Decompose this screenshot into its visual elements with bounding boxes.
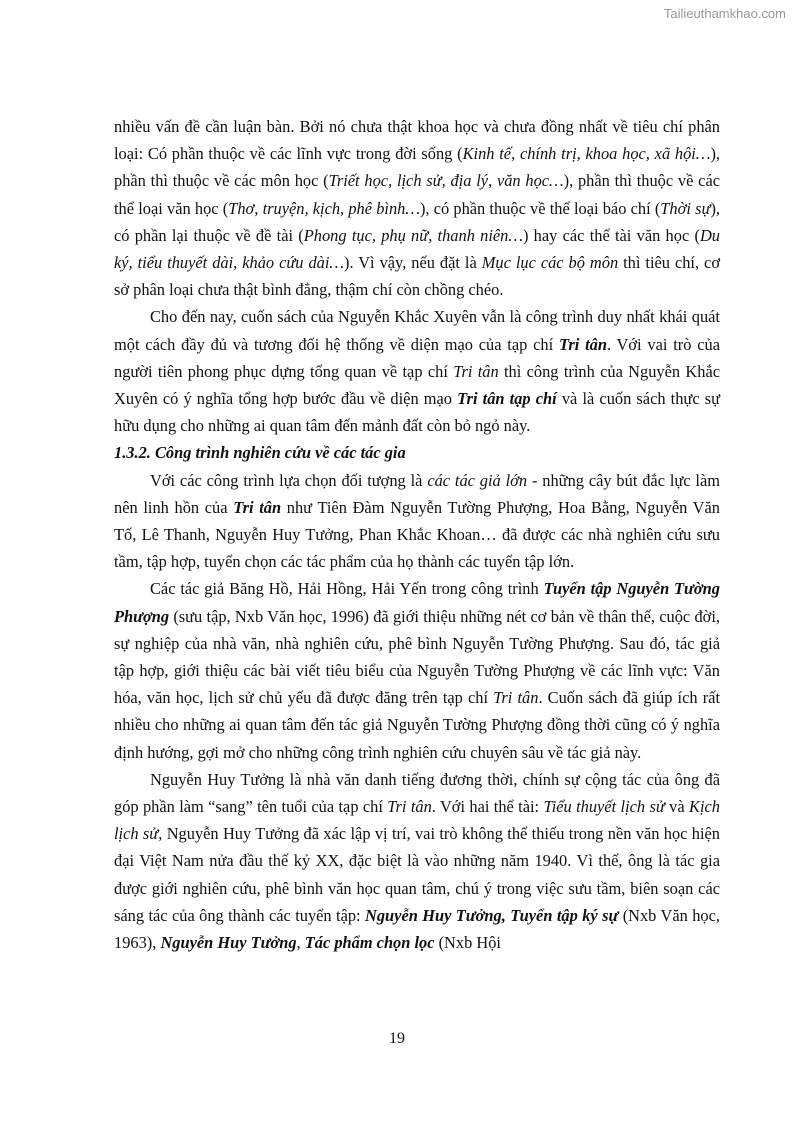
emphasis-run: Mục lục các bộ môn [481,253,619,273]
emphasis-run: Tri tân tạp chí [457,389,557,409]
text-run: và là cuốn sách thực sự hữu dụng cho những ai quan tâm đến mảnh đất còn bỏ ngỏ này. [114,389,720,436]
text-run: Các tác giả Băng Hồ, Hải Hồng, Hải Yến trong công trình [150,579,544,599]
emphasis-run: Kinh tế, chính trị, khoa học, xã hội… [462,144,711,164]
watermark: Tailieuthamkhao.com [663,6,786,21]
paragraph [114,766,720,956]
text-run: ), có phần lại thuộc về đề tài ( [114,198,720,245]
text-run: ), phần thì thuộc về các môn học ( [114,144,720,191]
emphasis-run: Du ký, tiểu thuyết dài, khảo cứu dài… [114,225,720,273]
section-heading [114,439,720,466]
paragraph [114,303,720,439]
emphasis-run: Triết học, lịch sử, địa lý, văn học… [328,171,564,191]
emphasis-run: Thời sự [660,198,711,218]
text-run: Nguyễn Huy Tưởng là nhà văn danh tiếng đương thời, chính sự cộng tác của ông đã góp phần làm “sang” tên tuổi của tạp chí [114,769,720,817]
emphasis-run: Tri tân [233,497,282,517]
text-run: như Tiên Đàm Nguyễn Tường Phượng, Hoa Bằng, Nguyễn Văn Tố, Lê Thanh, Nguyễn Huy Tưởng, Phan Khắc Khoan… đã được các nhà nghiên cứu sưu tầm, tập hợp, tuyển chọn các tác phẩm của họ thành các tuyển tập lớn. [114,497,720,572]
emphasis-run: Thơ, truyện, kịch, phê bình… [228,198,420,218]
text-run: 1.3.2. Công trình nghiên cứu về các tác gia [114,443,406,463]
paragraph [114,113,720,303]
text-run: (Nxb Văn học, 1963), [114,905,720,953]
emphasis-run: Tuyển tập Nguyễn Tường Phượng [114,579,720,626]
text-run: và [664,797,690,817]
text-run: . Cuốn sách đã giúp ích rất nhiều cho những ai quan tâm đến tác giả Nguyễn Tường Phượng đồng thời cũng có ý nghĩa định hướng, gợi mở cho những công trình nghiên cứu chuyên sâu về tác giả này. [114,688,720,762]
text-run: (sưu tập, Nxb Văn học, 1996) đã giới thiệu những nét cơ bản về thân thế, cuộc đời, sự nghiệp của nhà văn, nhà nghiên cứu, phê bình Nguyễn Tường Phượng. Sau đó, tác giả tập hợp, giới thiệu các bài viết tiêu biểu của Nguyễn Tường Phượng về các lĩnh vực: Văn hóa, văn học, lịch sử chủ yếu đã được đăng trên tạp chí [114,606,720,708]
text-run: ). Vì vậy, nếu đặt là [343,253,482,273]
document-body [114,113,720,956]
text-run: Cho đến nay, cuốn sách của Nguyễn Khắc Xuyên vẫn là công trình duy nhất khái quát một cách đầy đủ và tương đối hệ thống về diện mạo của tạp chí [114,307,720,354]
emphasis-run: Tác phẩm chọn lọc [304,933,435,953]
text-run: - những cây bút đắc lực làm nên linh hồn của [114,470,720,517]
page-number: 19 [389,1030,405,1047]
emphasis-run: Phong tục, phụ nữ, thanh niên… [303,225,523,245]
emphasis-run: Tri tân [453,361,499,381]
paragraph [114,467,720,576]
text-run: Với các công trình lựa chọn đối tượng là [150,470,428,490]
text-run: ), phần thì thuộc về các thể loại văn học ( [114,171,720,218]
emphasis-run: Tiểu thuyết lịch sử [543,797,665,817]
paragraph [114,575,720,765]
text-run: . Với vai trò của người tiên phong phục dựng tổng quan về tạp chí [114,334,720,381]
text-run: . Với hai thể tài: [431,797,544,817]
text-run: thì công trình của Nguyễn Khắc Xuyên có ý nghĩa tổng hợp bước đầu về diện mạo [114,361,720,409]
text-run: thì tiêu chí, cơ sở phân loại chưa thật bình đẳng, thậm chí còn chồng chéo. [114,253,720,300]
text-run: (Nxb Hội [434,933,501,953]
text-run: , Nguyễn Huy Tưởng đã xác lập vị trí, vai trò không thể thiếu trong nền văn học hiện đại Việt Nam nửa đầu thế kỷ XX, đặc biệt là vào những năm 1940. Vì thế, ông là tác gia được giới nghiên cứu, phê bình văn học quan tâm, chú ý trong việc sưu tầm, biên soạn các sáng tác của ông thành các tuyển tập: [114,824,721,925]
text-run: nhiều vấn đề cần luận bàn. Bởi nó chưa thật khoa học và chưa đồng nhất về tiêu chí phân loại: Có phần thuộc về các lĩnh vực trong đời sống ( [114,117,720,164]
text-run: ) hay các thể tài văn học ( [522,225,700,245]
emphasis-run: Nguyễn Huy Tưởng [160,933,297,953]
emphasis-run: Tri tân [493,688,539,708]
emphasis-run: các tác giả lớn [427,470,528,490]
emphasis-run: Nguyễn Huy Tưởng, Tuyển tập ký sự [365,905,619,925]
text-run: ), có phần thuộc về thể loại báo chí ( [419,198,661,218]
text-run: , [296,933,305,953]
emphasis-run: Tri tân [387,797,432,817]
emphasis-run: Tri tân [558,334,607,354]
emphasis-run: Kịch lịch sử [114,797,720,844]
